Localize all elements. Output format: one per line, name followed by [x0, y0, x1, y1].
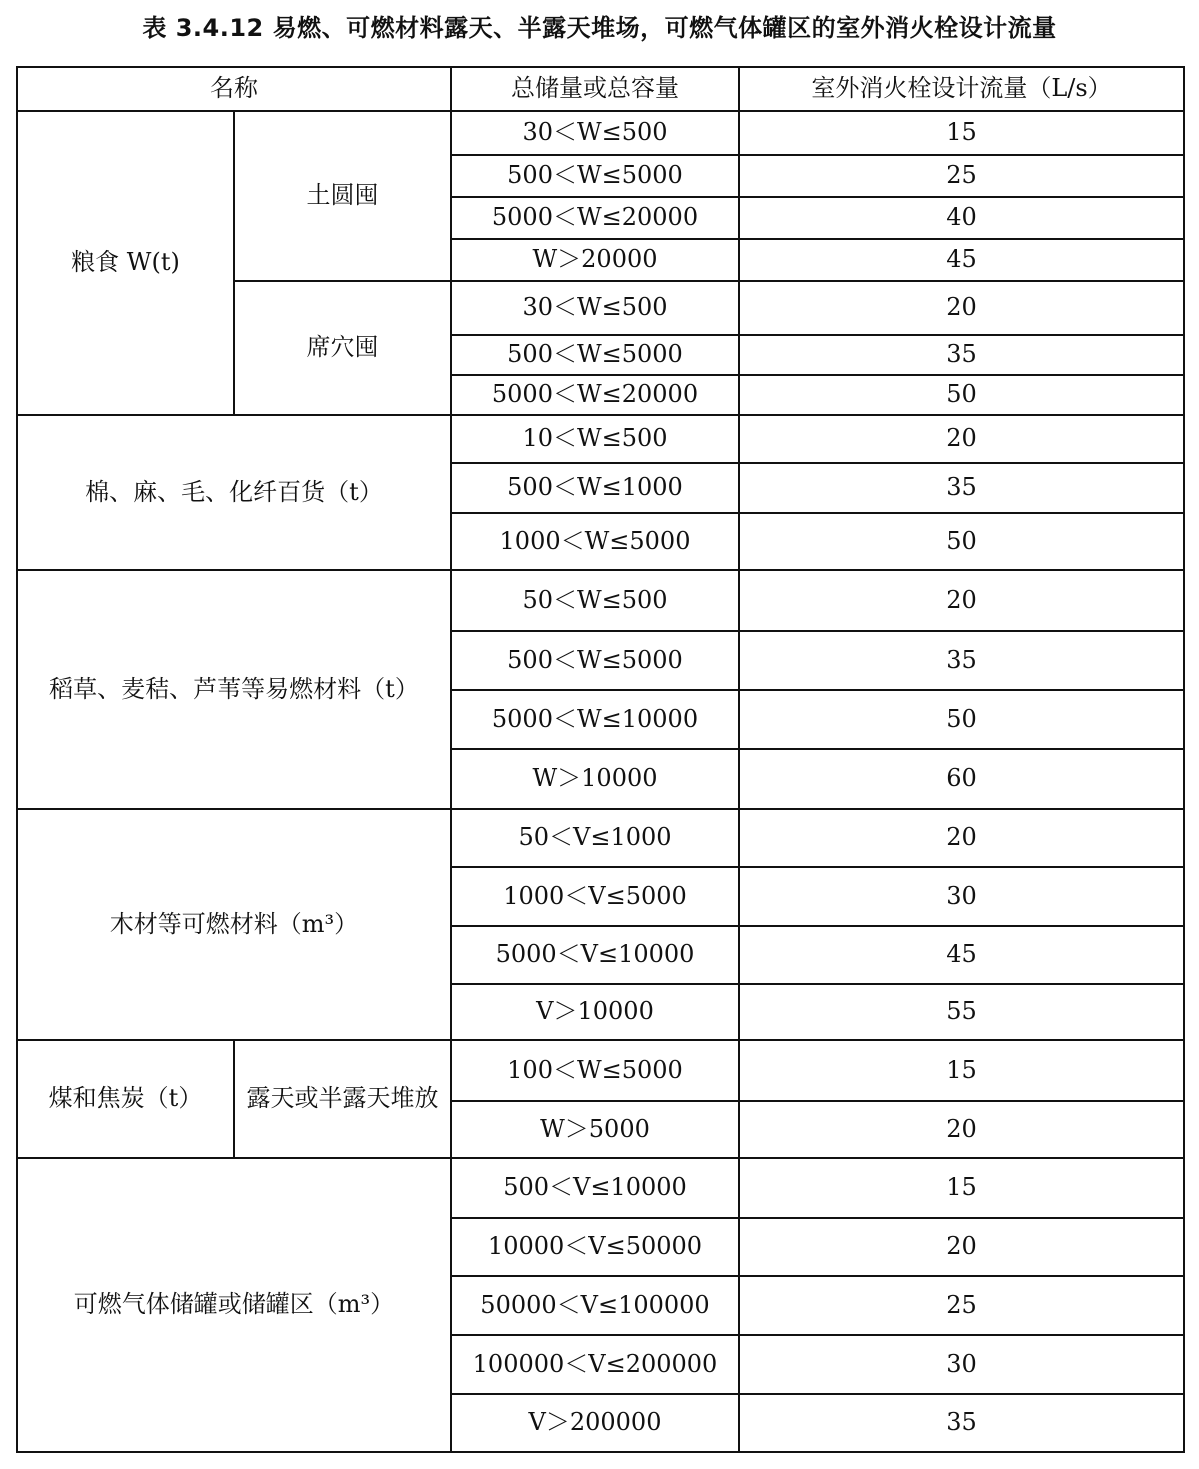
table-row: [17, 1040, 1184, 1101]
range-cell: 500＜W≤5000: [451, 631, 739, 690]
grain-sub-tuyuantun: 土圆囤: [234, 111, 451, 281]
table-title: 表 3.4.12 易燃、可燃材料露天、半露天堆场，可燃气体罐区的室外消火栓设计流量: [142, 14, 1057, 42]
range-cell: 5000＜W≤10000: [451, 690, 739, 749]
flow-cell: 35: [739, 463, 1184, 513]
range-cell: 100000＜V≤200000: [451, 1335, 739, 1394]
flow-cell: 30: [739, 1335, 1184, 1394]
wood-name: 木材等可燃材料（m³）: [17, 809, 451, 1040]
range-cell: 50＜W≤500: [451, 570, 739, 631]
range-cell: 1000＜V≤5000: [451, 867, 739, 926]
range-cell: 5000＜V≤10000: [451, 926, 739, 984]
flow-cell: 35: [739, 1394, 1184, 1452]
range-cell: 50000＜V≤100000: [451, 1276, 739, 1335]
range-cell: V＞10000: [451, 984, 739, 1040]
table-row: [17, 111, 1184, 155]
table-row: [17, 809, 1184, 867]
range-cell: 30＜W≤500: [451, 281, 739, 335]
header-capacity: 总储量或总容量: [451, 67, 739, 111]
range-cell: 500＜W≤5000: [451, 335, 739, 375]
table-row: [17, 415, 1184, 463]
range-cell: 5000＜W≤20000: [451, 375, 739, 415]
flow-cell: 35: [739, 335, 1184, 375]
flow-cell: 15: [739, 1158, 1184, 1218]
flow-cell: 20: [739, 415, 1184, 463]
range-cell: 500＜V≤10000: [451, 1158, 739, 1218]
flow-cell: 25: [739, 155, 1184, 197]
range-cell: 50＜V≤1000: [451, 809, 739, 867]
header-flow: 室外消火栓设计流量（L/s）: [739, 67, 1184, 111]
range-cell: 10000＜V≤50000: [451, 1218, 739, 1276]
flow-cell: 45: [739, 926, 1184, 984]
flow-cell: 20: [739, 570, 1184, 631]
flow-cell: 55: [739, 984, 1184, 1040]
range-cell: 10＜W≤500: [451, 415, 739, 463]
range-cell: W＞10000: [451, 749, 739, 809]
flow-cell: 35: [739, 631, 1184, 690]
header-row: [17, 67, 1184, 111]
range-cell: 500＜W≤5000: [451, 155, 739, 197]
flow-cell: 50: [739, 690, 1184, 749]
fire-hydrant-flow-table: [16, 66, 1185, 1453]
range-cell: W＞5000: [451, 1101, 739, 1158]
flow-cell: 50: [739, 513, 1184, 570]
straw-name: 稻草、麦秸、芦苇等易燃材料（t）: [17, 570, 451, 809]
coal-name: 煤和焦炭（t）: [17, 1040, 234, 1158]
flow-cell: 15: [739, 1040, 1184, 1101]
flow-cell: 20: [739, 1101, 1184, 1158]
range-cell: W＞20000: [451, 239, 739, 281]
flow-cell: 25: [739, 1276, 1184, 1335]
range-cell: 500＜W≤1000: [451, 463, 739, 513]
gas-name: 可燃气体储罐或储罐区（m³）: [17, 1158, 451, 1452]
range-cell: 100＜W≤5000: [451, 1040, 739, 1101]
flow-cell: 60: [739, 749, 1184, 809]
flow-cell: 45: [739, 239, 1184, 281]
table-row: [17, 570, 1184, 631]
table-row: [17, 1158, 1184, 1218]
flow-cell: 20: [739, 809, 1184, 867]
range-cell: 1000＜W≤5000: [451, 513, 739, 570]
flow-cell: 40: [739, 197, 1184, 239]
flow-cell: 20: [739, 281, 1184, 335]
flow-cell: 15: [739, 111, 1184, 155]
grain-sub-xixuetun: 席穴囤: [234, 281, 451, 415]
coal-sub: 露天或半露天堆放: [234, 1040, 451, 1158]
flow-cell: 30: [739, 867, 1184, 926]
header-name: 名称: [17, 67, 451, 111]
range-cell: 30＜W≤500: [451, 111, 739, 155]
range-cell: 5000＜W≤20000: [451, 197, 739, 239]
grain-name: 粮食 W(t): [17, 111, 234, 415]
flow-cell: 20: [739, 1218, 1184, 1276]
flow-cell: 50: [739, 375, 1184, 415]
cotton-name: 棉、麻、毛、化纤百货（t）: [17, 415, 451, 570]
range-cell: V＞200000: [451, 1394, 739, 1452]
